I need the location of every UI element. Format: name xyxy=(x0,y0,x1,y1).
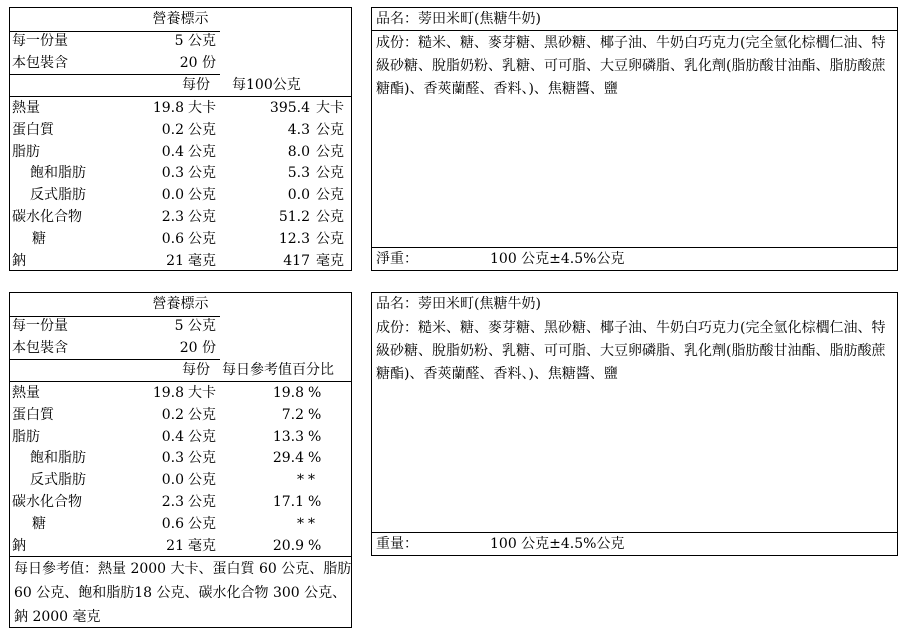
per-serving-value: 0.4 xyxy=(161,428,184,445)
net-weight-label: 重量： xyxy=(376,536,418,552)
daily-value-percent: 7.2 xyxy=(281,406,304,423)
per-serving-unit: 大卡 xyxy=(188,385,216,401)
per-serving-value: 0.6 xyxy=(161,230,184,247)
nutrient-name: 飽和脂肪 xyxy=(30,165,86,182)
servings-count-label: 本包裝含 xyxy=(12,55,68,71)
nutrient-name: 反式脂肪 xyxy=(30,187,86,204)
daily-value-percent: 19.8 xyxy=(272,385,304,401)
nutrient-name: 飽和脂肪 xyxy=(30,450,86,467)
daily-value-percent: 29.4 xyxy=(272,450,304,467)
per-serving-value: 0.6 xyxy=(161,515,184,532)
per-100g-unit: 公克 xyxy=(316,121,344,138)
column-header-per-serving: 每份 xyxy=(182,362,210,378)
serving-size-value: 5 公克 xyxy=(174,318,216,334)
per-serving-value: 2.3 xyxy=(161,209,184,225)
per-100g-unit: 毫克 xyxy=(316,252,344,269)
per-serving-unit: 公克 xyxy=(188,515,216,532)
per-serving-unit: 公克 xyxy=(188,450,216,467)
per-serving-value: 21 xyxy=(166,252,184,269)
per-100g-unit: 公克 xyxy=(316,143,344,160)
nutrient-name: 熱量 xyxy=(12,100,40,116)
per-100g-value: 395.4 xyxy=(269,100,310,116)
nutrient-name: 熱量 xyxy=(12,385,40,401)
serving-size-label: 每一份量 xyxy=(12,33,68,49)
per-100g-value: 51.2 xyxy=(278,209,310,225)
nutrient-name: 糖 xyxy=(32,515,46,532)
nutrition-panel-2 xyxy=(9,292,352,628)
per-serving-unit: 公克 xyxy=(188,165,216,182)
per-serving-unit: 公克 xyxy=(188,121,216,138)
per-serving-unit: 公克 xyxy=(188,428,216,445)
per-serving-value: 19.8 xyxy=(152,385,184,401)
daily-value-percent: 20.9 xyxy=(272,537,304,554)
nutrient-name: 脂肪 xyxy=(12,428,40,445)
per-100g-value: 12.3 xyxy=(278,230,310,247)
per-100g-unit: 公克 xyxy=(316,230,344,247)
nutrient-name: 鈉 xyxy=(12,537,26,554)
per-serving-value: 0.0 xyxy=(161,472,184,489)
product-info-panel-1 xyxy=(371,7,898,271)
daily-value-footnote: 每日參考值：熱量 2000 大卡、蛋白質 60 公克、脂肪 60 公克、飽和脂肪18 公克、碳水化合物 300 公克、鈉 2000 毫克 xyxy=(14,561,352,625)
nutrient-name: 蛋白質 xyxy=(12,121,54,138)
daily-value-unit: * xyxy=(308,472,315,489)
servings-count-label: 本包裝含 xyxy=(12,340,68,356)
daily-value-percent: * xyxy=(297,472,304,489)
ingredients-text: 成份：糙米、糖、麥芽糖、黑砂糖、椰子油、牛奶白巧克力(完全氫化棕櫚仁油、特級砂糖、脫脂奶粉、乳糖、可可脂、大豆卵磷脂、乳化劑(脂肪酸甘油酯、脂肪酸蔗糖酯)、香莢蘭醛、香料、)、焦糖醬、鹽 xyxy=(376,320,886,382)
per-100g-unit: 公克 xyxy=(316,209,344,225)
per-100g-value: 8.0 xyxy=(287,143,310,160)
nutrient-name: 反式脂肪 xyxy=(30,472,86,489)
ingredients-text: 成份：糙米、糖、麥芽糖、黑砂糖、椰子油、牛奶白巧克力(完全氫化棕櫚仁油、特級砂糖、脫脂奶粉、乳糖、可可脂、大豆卵磷脂、乳化劑(脂肪酸甘油酯、脂肪酸蔗糖酯)、香莢蘭醛、香料、)、焦糖醬、鹽 xyxy=(376,35,886,97)
net-weight-value: 100 公克±4.5%公克 xyxy=(490,251,625,267)
daily-value-percent: 17.1 xyxy=(272,494,304,510)
per-serving-value: 0.3 xyxy=(161,450,184,467)
per-100g-unit: 大卡 xyxy=(316,100,344,116)
daily-value-unit: % xyxy=(308,385,322,401)
per-serving-unit: 公克 xyxy=(188,230,216,247)
per-100g-unit: 公克 xyxy=(316,165,344,182)
column-header-per-serving: 每份 xyxy=(182,77,210,93)
per-serving-unit: 毫克 xyxy=(188,252,216,269)
per-serving-unit: 公克 xyxy=(188,472,216,489)
per-serving-value: 0.0 xyxy=(161,187,184,204)
per-serving-value: 0.2 xyxy=(161,121,184,138)
nutrient-name: 鈉 xyxy=(12,252,26,269)
per-serving-value: 0.4 xyxy=(161,143,184,160)
servings-count-value: 20 份 xyxy=(179,340,216,356)
panel-title: 營養標示 xyxy=(152,11,209,27)
nutrient-name: 碳水化合物 xyxy=(12,209,82,225)
per-serving-unit: 大卡 xyxy=(188,100,216,116)
serving-size-label: 每一份量 xyxy=(12,318,68,334)
daily-value-unit: % xyxy=(308,406,322,423)
per-serving-value: 0.2 xyxy=(161,406,184,423)
daily-value-unit: % xyxy=(308,537,322,554)
daily-value-unit: % xyxy=(308,428,322,445)
daily-value-unit: * xyxy=(308,515,315,532)
servings-count-value: 20 份 xyxy=(179,55,216,71)
daily-value-percent: * xyxy=(297,515,304,532)
per-serving-value: 21 xyxy=(166,537,184,554)
nutrient-name: 脂肪 xyxy=(12,143,40,160)
per-serving-unit: 公克 xyxy=(188,406,216,423)
daily-value-unit: % xyxy=(308,450,322,467)
product-info-panel-2 xyxy=(371,292,898,556)
daily-value-percent: 13.3 xyxy=(272,428,304,445)
per-serving-unit: 公克 xyxy=(188,187,216,204)
per-100g-value: 0.0 xyxy=(287,187,310,204)
daily-value-unit: % xyxy=(308,494,322,510)
product-name: 品名：蒡田米町(焦糖牛奶) xyxy=(376,11,541,27)
per-serving-unit: 公克 xyxy=(188,143,216,160)
panel-title: 營養標示 xyxy=(152,296,209,312)
per-serving-unit: 毫克 xyxy=(188,537,216,554)
per-serving-unit: 公克 xyxy=(188,494,216,510)
serving-size-value: 5 公克 xyxy=(174,33,216,49)
nutrition-panel-1 xyxy=(9,7,352,271)
column-header-per-100g: 每100公克 xyxy=(232,77,301,93)
net-weight-value: 100 公克±4.5%公克 xyxy=(490,536,625,552)
nutrient-name: 糖 xyxy=(32,230,46,247)
per-100g-value: 417 xyxy=(283,252,310,269)
per-100g-value: 5.3 xyxy=(287,165,310,182)
nutrient-name: 碳水化合物 xyxy=(12,494,82,510)
per-serving-value: 0.3 xyxy=(161,165,184,182)
net-weight-label: 淨重： xyxy=(376,251,418,267)
per-serving-value: 2.3 xyxy=(161,494,184,510)
nutrient-name: 蛋白質 xyxy=(12,406,54,423)
per-100g-unit: 公克 xyxy=(316,187,344,204)
per-serving-unit: 公克 xyxy=(188,209,216,225)
column-header-daily-value: 每日參考值百分比 xyxy=(222,362,334,378)
per-serving-value: 19.8 xyxy=(152,100,184,116)
per-100g-value: 4.3 xyxy=(287,121,310,138)
product-name: 品名：蒡田米町(焦糖牛奶) xyxy=(376,296,541,312)
